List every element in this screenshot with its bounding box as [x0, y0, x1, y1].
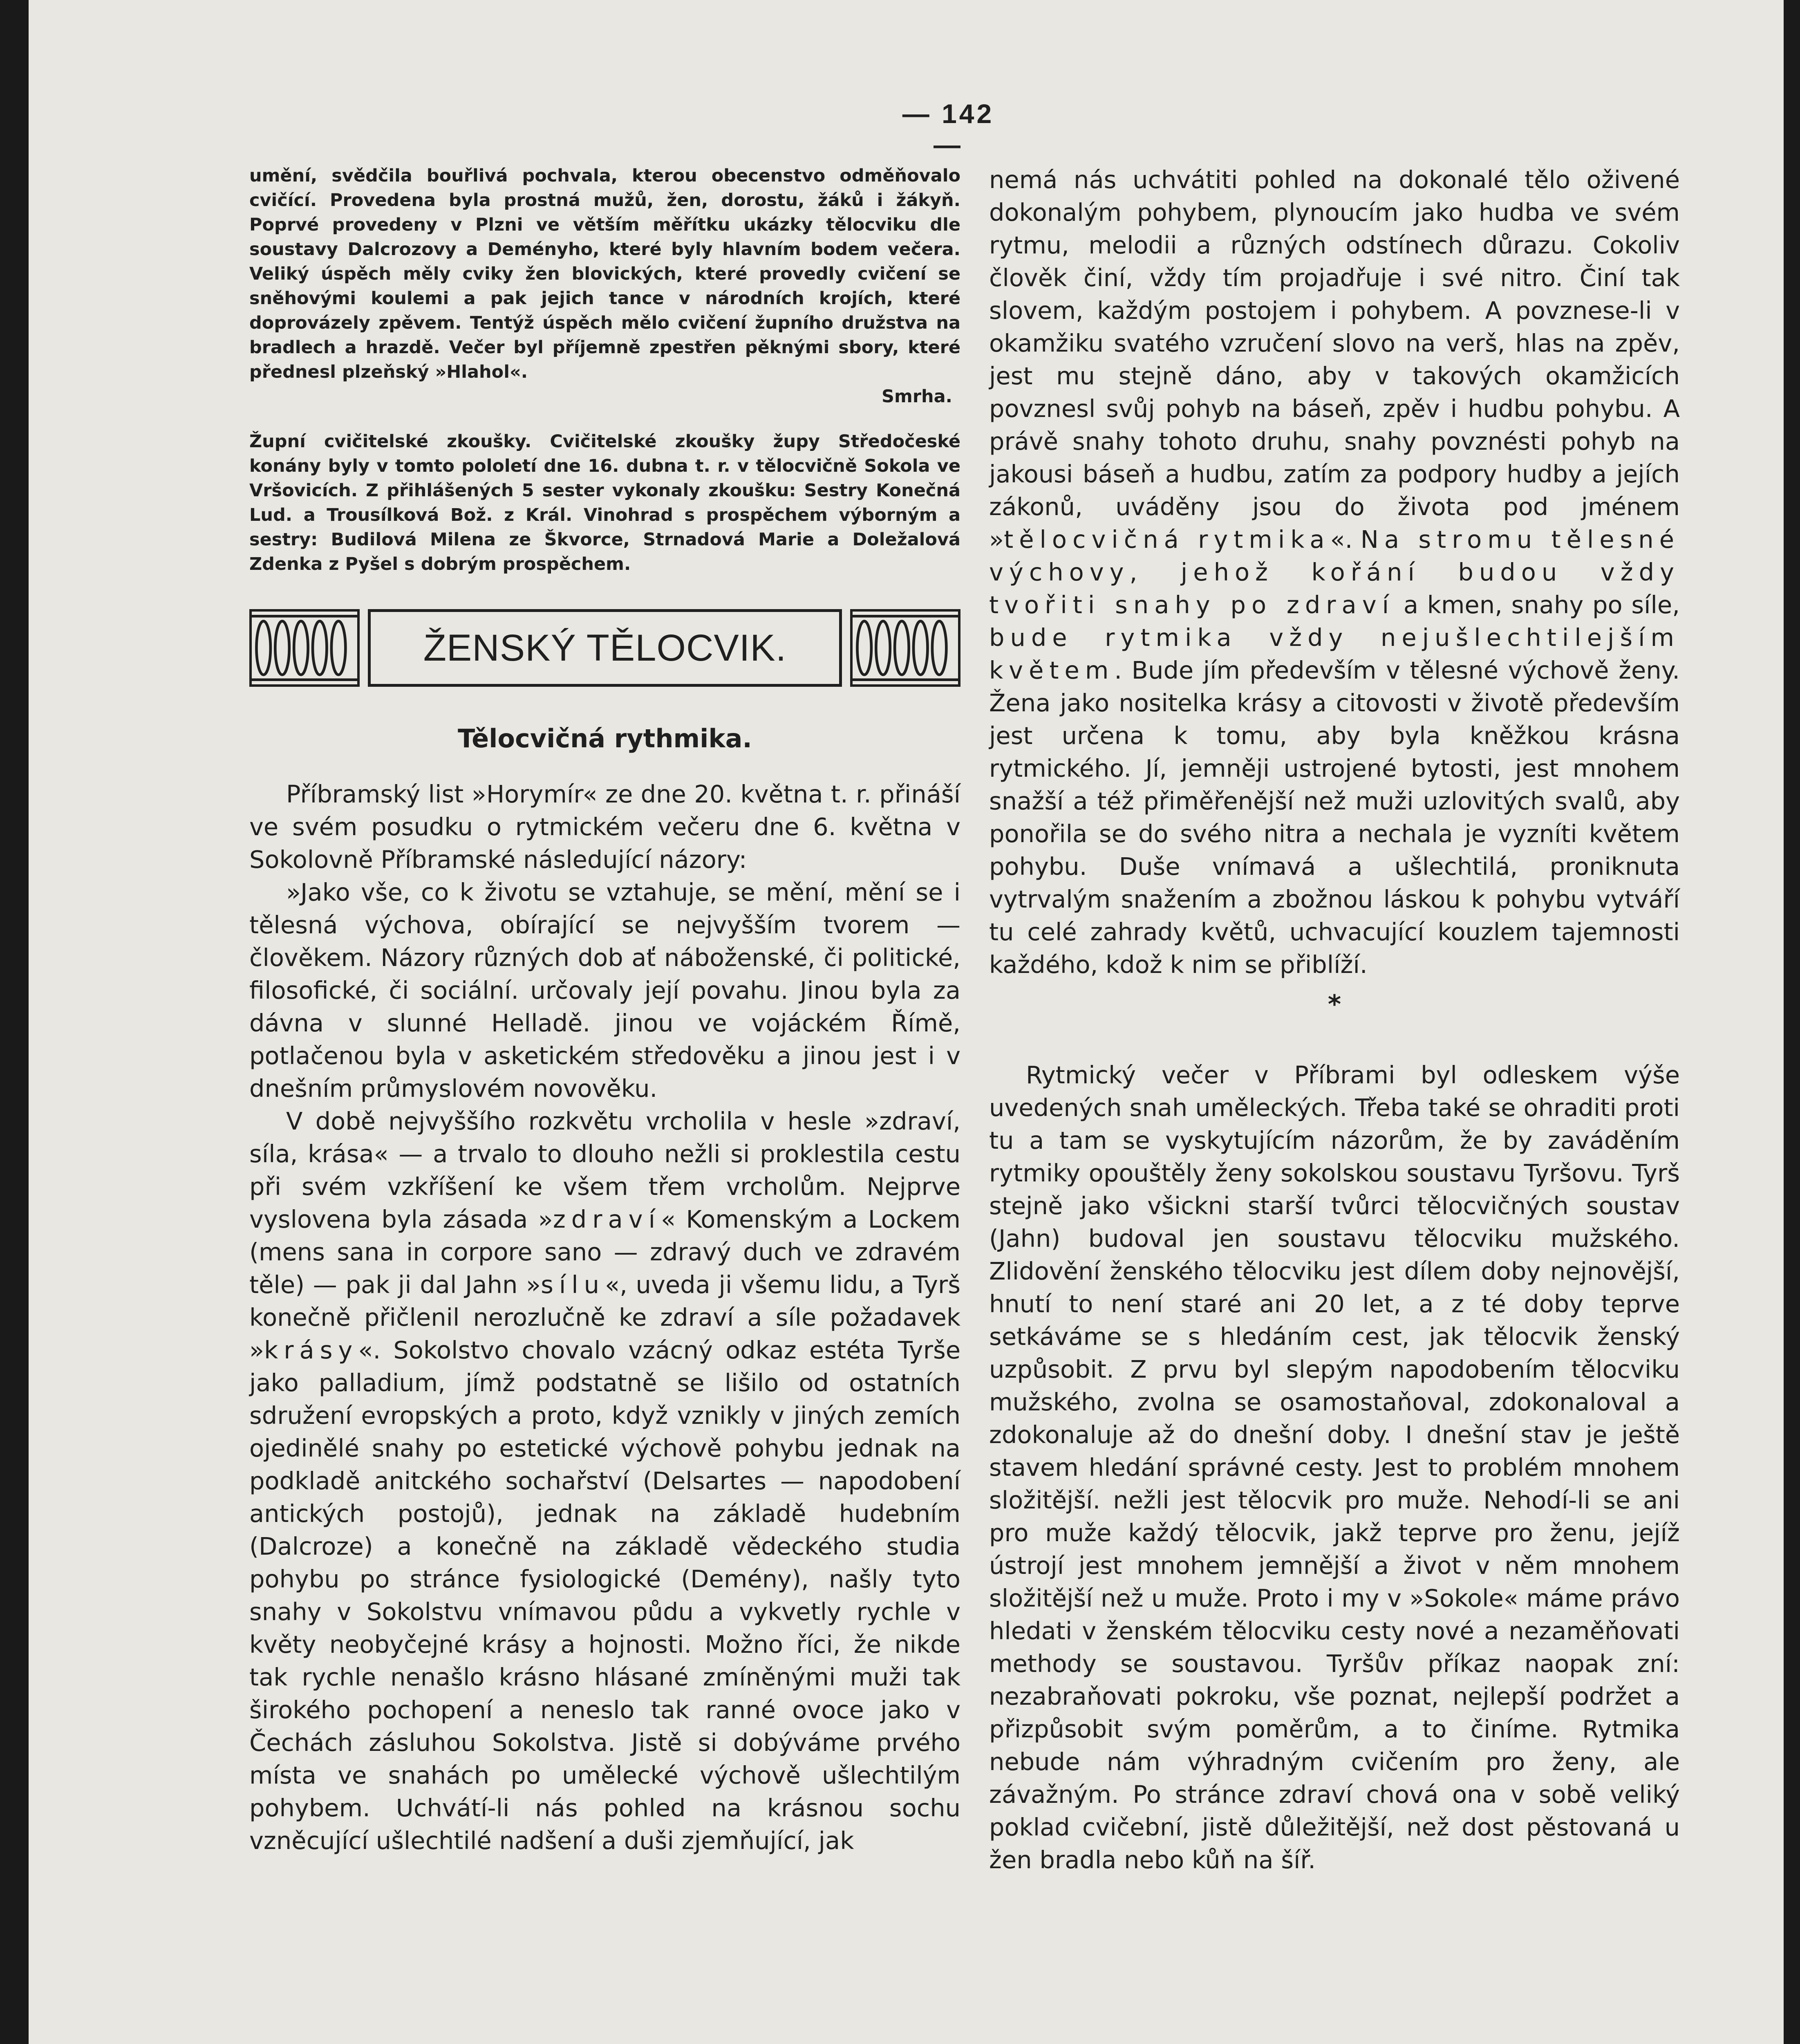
text-run: «, uveda ji všemu lidu, a Tyrš konečně přičlenil nerozlučně ke zdraví a síle požadavek »	[249, 1271, 960, 1364]
ornament-right-icon	[850, 609, 960, 687]
ornament-left-icon	[249, 609, 360, 687]
spaced-term: krásy	[264, 1336, 358, 1364]
article-title: Tělocvičná rythmika.	[458, 724, 752, 753]
spaced-phrase: bude rytmika vždy nejušlechtilejším květem	[989, 623, 1680, 684]
article-paragraph-1: Příbramský list »Horymír« ze dne 20. května t. r. přináší ve svém posudku o rytmickém večeru dne 6. května v Sokolovně Příbramské následující názory:	[249, 780, 960, 874]
article-paragraph-5: Rytmický večer v Příbrami byl odleskem výše uvedených snah uměleckých. Třeba také se ohraditi proti tu a tam se vyskytujícím názorům, že by zaváděním rytmiky opouštěly ženy sokolskou soustavu Tyršovu. Tyrš stejně jako všickni starší tvůrci tělocvičných soustav (Jahn) budoval jen soustavu tělocviku mužského. Zlidovění ženského tělocviku jest dílem doby nejnovější, hnutí to není staré ani 20 let, a z té doby teprve setkáváme se s hledáním cest, jak tělocvik ženský uzpůsobit. Z prvu byl slepým napodobením tělocviku mužského, zvolna se osamostaňoval, zdokonaloval a zdokonaluje až do dnešní doby. I dnešní stav je ještě stavem hledání správné cesty. Jest to problém mnohem složitější. nežli jest tělocvik pro muže. Nehodí-li se ani pro muže každý tělocvik, jakž teprve pro ženu, jejíž ústrojí jest mnohem jemnější a život v něm mnohem složitější než u muže. Proto i my v »Sokole« máme právo hledati v ženském tělocviku cesty nové a nezaměňovati methody se soustavou. Tyršův příkaz naopak zní: nezabraňovati pokroku, vše poznat, nejlepší podržet a přizpůsobit svým poměrům, a to činíme. Rytmika nebude nám výhradným cvičením pro ženy, ale závažným. Po stránce zdraví chová ona v sobě veliký poklad cvičební, jistě důležitější, než dost pěstovaná u žen bradla nebo kůň na šíř.	[989, 1061, 1680, 1874]
article-paragraph-3	[249, 1105, 960, 1857]
page-number: — 142 —	[902, 99, 994, 160]
spaced-term: sílu	[541, 1271, 605, 1299]
section-banner	[249, 605, 960, 695]
exam-text: Cvičitelské zkoušky župy Středočeské konány byly v tomto pololetí dne 16. dubna t. r. v tělocvičně Sokola ve Vršovicích. Z přihlášených 5 sester vykonaly zkoušku: Sestry Konečná Lud. a Trousílková Bož. z Král. Vinohrad s prospěchem výborným a sestry: Budilová Milena ze Škvorce, Strnadová Marie a Doležalová Zdenka z Pyšel s dobrým prospěchem.	[249, 431, 960, 574]
text-run: V době nejvyššího rozkvětu vrcholila v hesle »zdraví, síla, krása« — a trvalo to dlouho nežli si proklestila cestu při svém vzkříšení ke všem třem vrcholům. Nejprve vyslovena byla zásada »	[249, 1107, 960, 1233]
text-run: a kmen, snahy po síle,	[1395, 591, 1680, 619]
text-run: « Komenským a Lockem (mens sana in corpore sano — zdravý duch ve zdravém těle) — pak ji dal Jahn »	[249, 1205, 960, 1299]
exam-lead: Župní cvičitelské zkoušky.	[249, 431, 532, 452]
left-column	[249, 164, 960, 1857]
exam-paragraph	[249, 429, 960, 576]
spaced-term: tělocvičná rytmika	[1004, 525, 1330, 554]
report-paragraph: umění, svědčila bouřlivá pochvala, kterou obecenstvo odměňovalo cvičící. Provedena byla prostná mužů, žen, dorostu, žáků i žákyň. Poprvé provedeny v Plzni ve větším měřítku ukázky tělocviku dle soustavy Dalcrozovy a Deményho, které byly hlavním bodem večera. Veliký úspěch měly cviky žen blovických, které provedly cvičení se sněhovými koulemi a pak jejich tance v národních krojích, které doprovázely zpěvem. Tentýž úspěch mělo cvičení župního družstva na bradlech a hrazdě. Večer byl příjemně zpestřen pěknými sbory, které přednesl plzeňský »Hlahol«.	[249, 166, 960, 382]
section-title: ŽENSKÝ TĚLOCVIK.	[368, 609, 842, 687]
text-run: «.	[1330, 525, 1361, 554]
report-signature: Smrha.	[882, 386, 952, 407]
article-paragraph-4	[989, 164, 1680, 981]
right-column	[989, 164, 1680, 1876]
article-paragraph-2: »Jako vše, co k životu se vztahuje, se mění, mění se i tělesná výchova, obírající se nejvyšším tvorem — člověkem. Názory různých dob ať náboženské, či politické, filosofické, či sociální. určovaly její povahu. Jinou byla za dávna v slunné Helladě. jinou ve vojáckém Římě, potlačenou byla v asketickém středověku a jinou jest i v dnešním průmyslovém novověku.	[249, 878, 960, 1103]
section-asterisk: *	[1328, 989, 1341, 1019]
text-run: nemá nás uchvátiti pohled na dokonalé tělo oživené dokonalým pohybem, plynoucím jako hudba ve svém rytmu, melodii a různých odstínech důrazu. Cokoliv člověk činí, vždy tím projadřuje i své nitro. Činí tak slovem, každým postojem i pohybem. A povznese-li v okamžiku svatého vzručení slovo na verš, hlas na zpěv, jest mu stejně dáno, aby v takových okamžicích povznesl svůj pohyb na báseň, zpěv i hudbu pohybu. A právě snahy tohoto druhu, snahy povznésti pohyb na jakousi báseň a hudbu, zatím za podpory hudby a jejích zákonů, uváděny jsou do života pod jménem »	[989, 166, 1680, 554]
spaced-phrase: Na stromu tělesné výchovy, jehož kořání budou vždy tvořiti snahy po zdraví	[989, 525, 1680, 619]
text-run: . Bude jím především v tělesné výchově ženy. Žena jako nositelka krásy a citovosti v životě především jest určena k tomu, aby byla kněžkou krásna rytmického. Jí, jemněji ustrojené bytosti, jest mnohem snažší a též přiměřenější než muži uzlovitých svalů, aby ponořila se do svého nitra a nechala je vyzníti květem pohybu. Duše vnímavá a ušlechtilá, proniknuta vytrvalým snažením a zbožnou láskou k pohybu vytváří tu celé zahrady květů, uchvacující kouzlem tajemnosti každého, kdož k nim se přiblíží.	[989, 656, 1680, 979]
text-run: «. Sokolstvo chovalo vzácný odkaz estéta Tyrše jako palladium, jímž podstatně se lišilo od ostatních sdružení evropských a proto, když vznikly v jiných zemích ojedinělé snahy po estetické výchově pohybu jednak na podkladě anitckého sochařství (Delsartes — napodobení antických postojů), jednak na základě hudebním (Dalcroze) a konečně na základě vědeckého studia pohybu po stránce fysiologické (Demény), našly tyto snahy v Sokolstvu vnímavou půdu a vykvetly rychle v květy neobyčejné krásy a hojnosti. Možno říci, že nikde tak rychle nenašlo krásno hlásané zmíněnými muži tak širokého pochopení a neneslo tak ranné ovoce jako v Čechách zásluhou Sokolstva. Jistě si dobýváme prvého místa ve snahách po umělecké výchově ušlechtilým pohybem. Uchvátí-li nás pohled na krásnou sochu vzněcující ušlechtilé nadšení a duši zjemňující, jak	[249, 1336, 960, 1855]
spaced-term: zdraví	[553, 1205, 661, 1233]
